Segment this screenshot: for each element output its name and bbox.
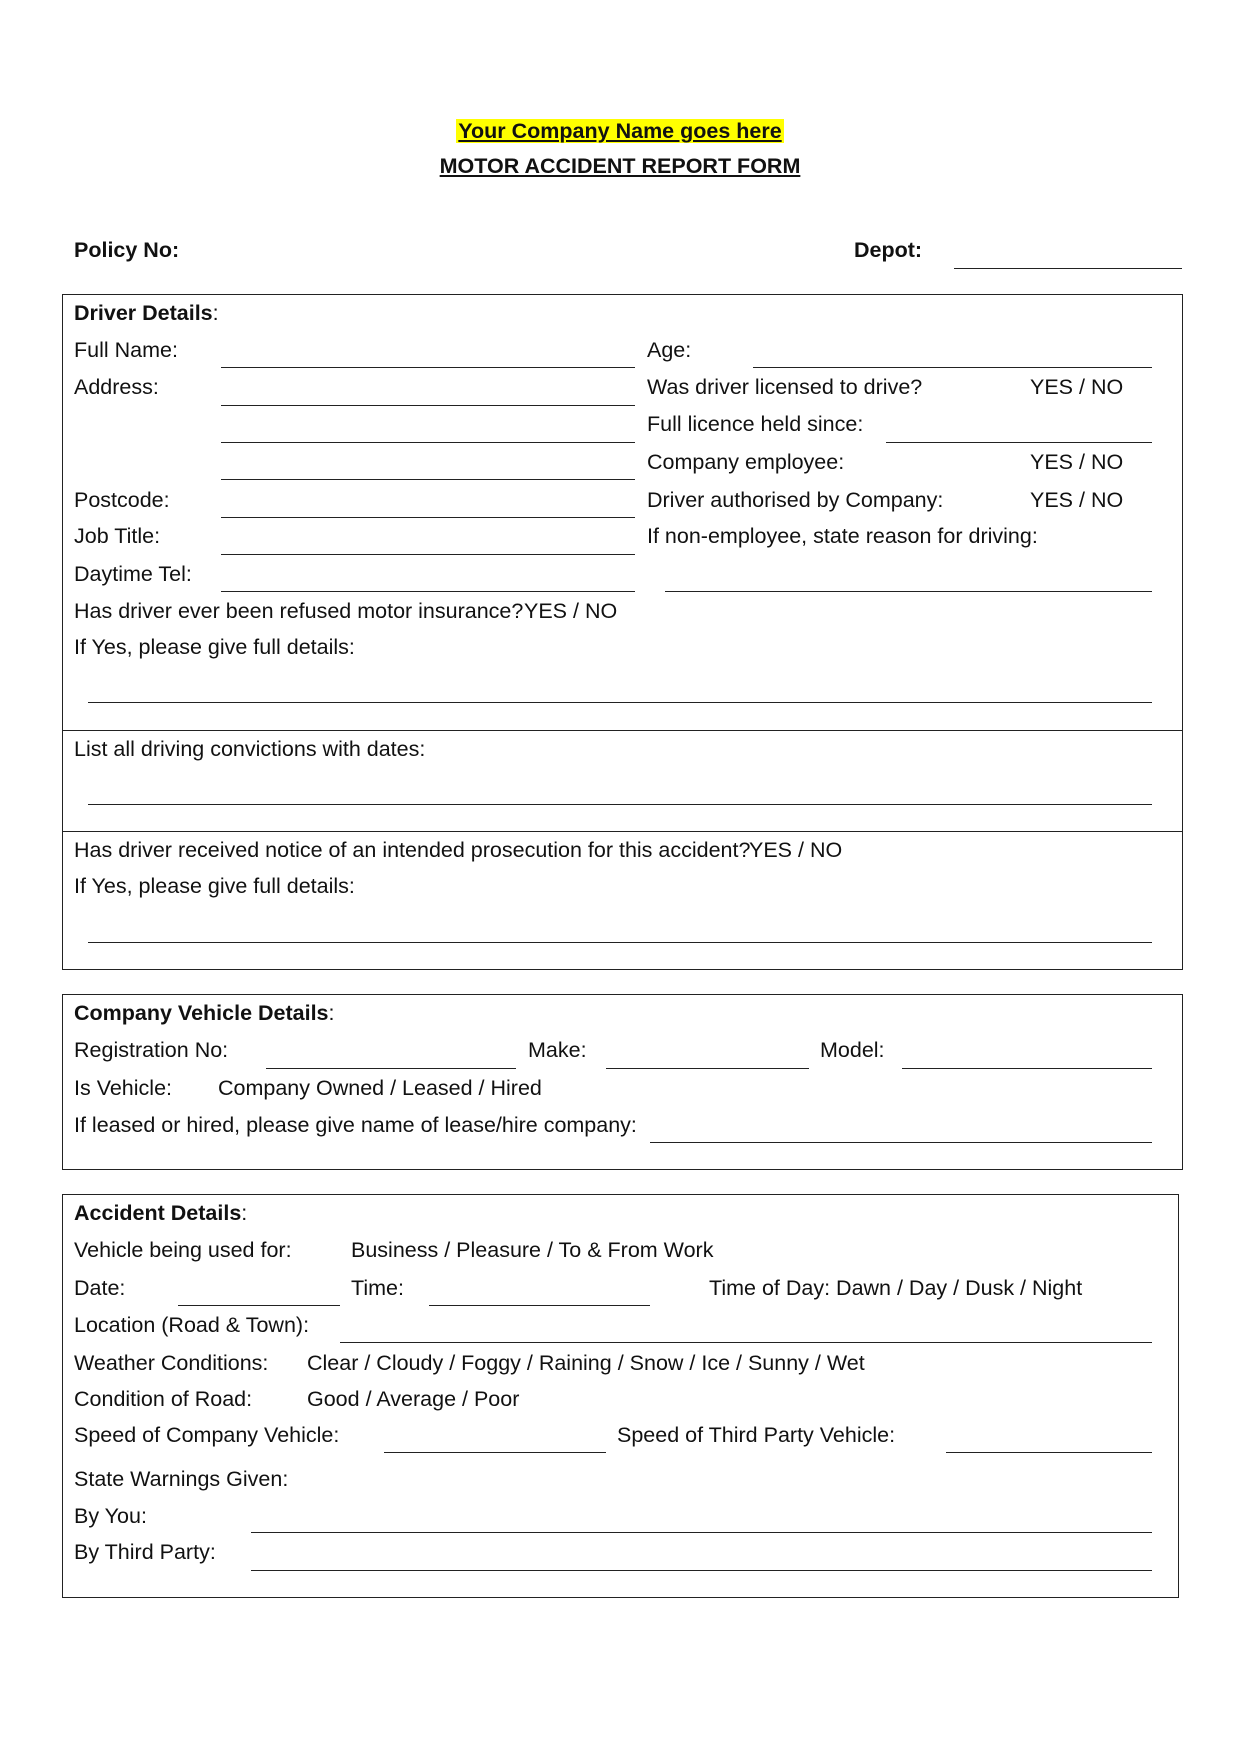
licensed-option[interactable]: YES / NO (1030, 375, 1124, 399)
non-employee-reason-field[interactable] (665, 591, 1152, 592)
time-of-day-option[interactable]: Time of Day: Dawn / Day / Dusk / Night (709, 1276, 1083, 1300)
depot-field[interactable] (954, 268, 1182, 269)
address-field-2[interactable] (221, 442, 635, 443)
licensed-label: Was driver licensed to drive? (647, 375, 923, 399)
refused-option[interactable]: YES / NO (524, 599, 618, 623)
authorised-option[interactable]: YES / NO (1030, 488, 1124, 512)
time-label: Time: (351, 1276, 404, 1300)
full-name-label: Full Name: (74, 338, 178, 362)
by-third-field[interactable] (251, 1570, 1152, 1571)
prosecution-details-field[interactable] (88, 942, 1152, 943)
age-field[interactable] (753, 367, 1152, 368)
job-title-field[interactable] (221, 554, 635, 555)
registration-field[interactable] (266, 1068, 516, 1069)
make-label: Make: (528, 1038, 587, 1062)
employee-label: Company employee: (647, 450, 845, 474)
prosecution-option[interactable]: YES / NO (749, 838, 843, 862)
registration-label: Registration No: (74, 1038, 229, 1062)
job-title-label: Job Title: (74, 524, 161, 548)
road-option[interactable]: Good / Average / Poor (307, 1387, 520, 1411)
model-field[interactable] (902, 1068, 1152, 1069)
lease-company-label: If leased or hired, please give name of lease/hire company: (74, 1113, 637, 1137)
depot-label: Depot: (854, 238, 923, 262)
non-employee-label: If non-employee, state reason for driving: (647, 524, 1038, 548)
daytime-tel-field[interactable] (221, 591, 635, 592)
daytime-tel-label: Daytime Tel: (74, 562, 192, 586)
speed-company-label: Speed of Company Vehicle: (74, 1423, 340, 1447)
weather-label: Weather Conditions: (74, 1351, 269, 1375)
refused-details-field[interactable] (88, 702, 1152, 703)
used-for-option[interactable]: Business / Pleasure / To & From Work (351, 1238, 714, 1262)
driver-details-section (62, 294, 1183, 970)
vehicle-details-title: Company Vehicle Details: (74, 1001, 335, 1025)
age-label: Age: (647, 338, 692, 362)
company-name-line (0, 118, 1240, 144)
time-field[interactable] (429, 1305, 650, 1306)
authorised-label: Driver authorised by Company: (647, 488, 944, 512)
convictions-field[interactable] (88, 804, 1152, 805)
company-name: Your Company Name goes here (458, 119, 782, 143)
full-name-field[interactable] (221, 367, 635, 368)
model-label: Model: (820, 1038, 885, 1062)
postcode-label: Postcode: (74, 488, 170, 512)
postcode-field[interactable] (221, 517, 635, 518)
location-field[interactable] (340, 1342, 1152, 1343)
prosecution-label: Has driver received notice of an intended prosecution for this accident? (74, 838, 751, 862)
address-field-1[interactable] (221, 405, 635, 406)
address-label: Address: (74, 375, 159, 399)
driver-details-title: Driver Details: (74, 301, 219, 325)
date-field[interactable] (178, 1305, 340, 1306)
refused-details-label: If Yes, please give full details: (74, 635, 355, 659)
policy-label: Policy No: (74, 238, 180, 262)
weather-option[interactable]: Clear / Cloudy / Foggy / Raining / Snow / Ice / Sunny / Wet (307, 1351, 865, 1375)
convictions-label: List all driving convictions with dates: (74, 737, 426, 761)
prosecution-details-label: If Yes, please give full details: (74, 874, 355, 898)
divider (62, 730, 1183, 731)
by-third-label: By Third Party: (74, 1540, 216, 1564)
date-label: Date: (74, 1276, 126, 1300)
form-title: MOTOR ACCIDENT REPORT FORM (439, 154, 801, 178)
lease-company-field[interactable] (650, 1142, 1152, 1143)
by-you-field[interactable] (251, 1532, 1152, 1533)
speed-third-field[interactable] (946, 1452, 1152, 1453)
refused-label: Has driver ever been refused motor insurance? (74, 599, 524, 623)
by-you-label: By You: (74, 1504, 147, 1528)
warnings-label: State Warnings Given: (74, 1467, 289, 1491)
accident-details-title: Accident Details: (74, 1201, 248, 1225)
licence-since-label: Full licence held since: (647, 412, 864, 436)
location-label: Location (Road & Town): (74, 1313, 310, 1337)
employee-option[interactable]: YES / NO (1030, 450, 1124, 474)
speed-third-label: Speed of Third Party Vehicle: (617, 1423, 896, 1447)
road-label: Condition of Road: (74, 1387, 253, 1411)
address-field-3[interactable] (221, 479, 635, 480)
speed-company-field[interactable] (384, 1452, 606, 1453)
is-vehicle-option[interactable]: Company Owned / Leased / Hired (218, 1076, 542, 1100)
used-for-label: Vehicle being used for: (74, 1238, 292, 1262)
is-vehicle-label: Is Vehicle: (74, 1076, 172, 1100)
divider (62, 831, 1183, 832)
licence-since-field[interactable] (886, 442, 1152, 443)
make-field[interactable] (606, 1068, 809, 1069)
